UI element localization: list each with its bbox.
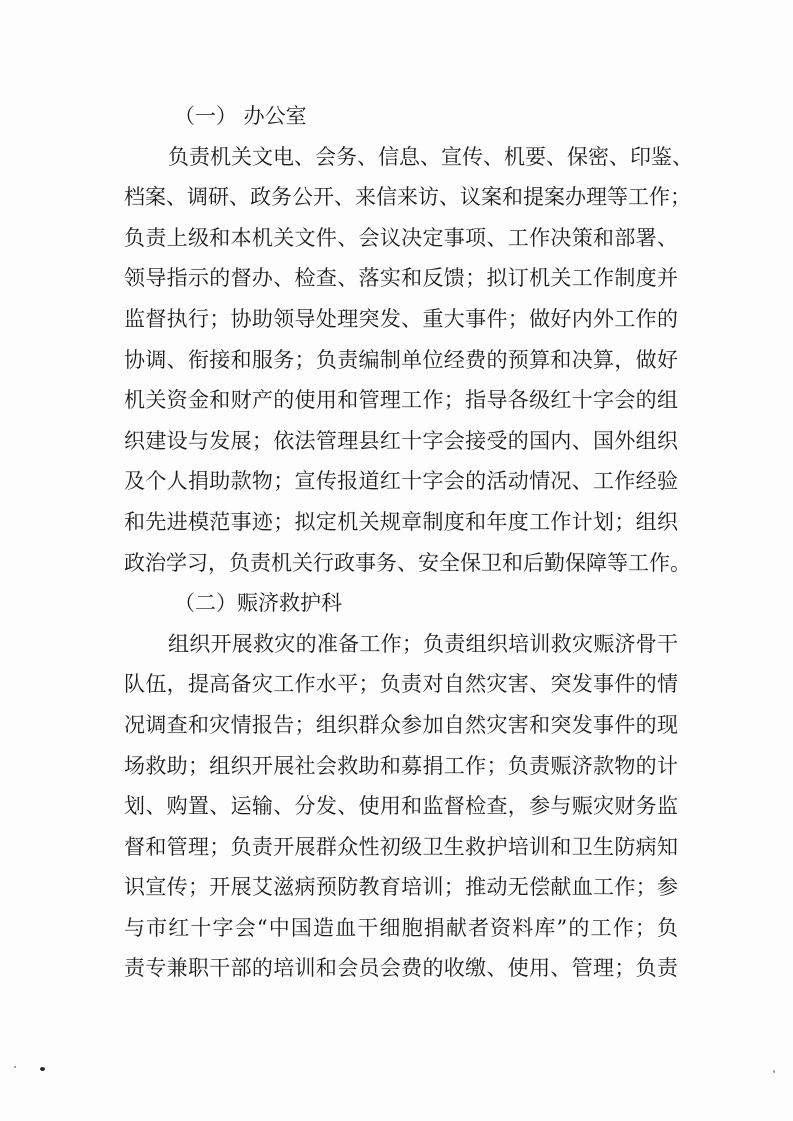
paragraph-line-last: 政治学习，负责机关行政事务、安全保卫和后勤保障等工作。 (124, 550, 691, 575)
paragraph-line: 机关资金和财产的使用和管理工作；指导各级红十字会的组 (124, 388, 678, 413)
paragraph-line: 督和管理；负责开展群众性初级卫生救护培训和卫生防病知 (124, 834, 678, 859)
paragraph-line: 协调、衔接和服务；负责编制单位经费的预算和决算，做好 (124, 347, 678, 372)
paragraph-line: 责专兼职干部的培训和会员会费的收缴、使用、管理；负责 (124, 956, 678, 981)
paragraph-line: 档案、调研、政务公开、来信来访、议案和提案办理等工作； (124, 185, 691, 210)
paragraph-line: 识宣传；开展艾滋病预防教育培训；推动无偿献血工作；参 (124, 875, 678, 900)
paragraph-line: 负责上级和本机关文件、会议决定事项、工作决策和部署、 (124, 225, 678, 250)
paragraph-line: 及个人捐助款物；宣传报道红十字会的活动情况、工作经验 (124, 469, 678, 494)
section-heading-relief-rescue: （二）赈济救护科 (174, 591, 342, 616)
scan-speck (14, 1066, 16, 1068)
paragraph-line: 监督执行；协助领导处理突发、重大事件；做好内外工作的 (124, 306, 678, 331)
paragraph-line: 场救助；组织开展社会救助和募捐工作；负责赈济款物的计 (124, 753, 678, 778)
paragraph-line: 划、购置、运输、分发、使用和监督检查，参与赈灾财务监 (124, 794, 678, 819)
paragraph-line: 和先进模范事迹；拟定机关规章制度和年度工作计划；组织 (124, 509, 678, 534)
document-body (124, 96, 693, 989)
scan-speck (773, 1070, 775, 1073)
paragraph-line: 与市红十字会“中国造血干细胞捐献者资料库”的工作；负 (124, 915, 678, 940)
paragraph-line: 领导指示的督办、检查、落实和反馈；拟订机关工作制度并 (124, 266, 678, 291)
paragraph-line: 负责机关文电、会务、信息、宣传、机要、保密、印鉴、 (168, 144, 693, 169)
paragraph-line: 况调查和灾情报告；组织群众参加自然灾害和突发事件的现 (124, 712, 678, 737)
paragraph-line: 队伍，提高备灾工作水平；负责对自然灾害、突发事件的情 (124, 672, 678, 697)
paragraph-line: 组织开展救灾的准备工作；负责组织培训救灾赈济骨干 (168, 631, 678, 656)
paragraph-line: 织建设与发展；依法管理县红十字会接受的国内、国外组织 (124, 428, 678, 453)
section-heading-office: （一） 办公室 (174, 104, 307, 128)
scan-speck (40, 1067, 45, 1071)
